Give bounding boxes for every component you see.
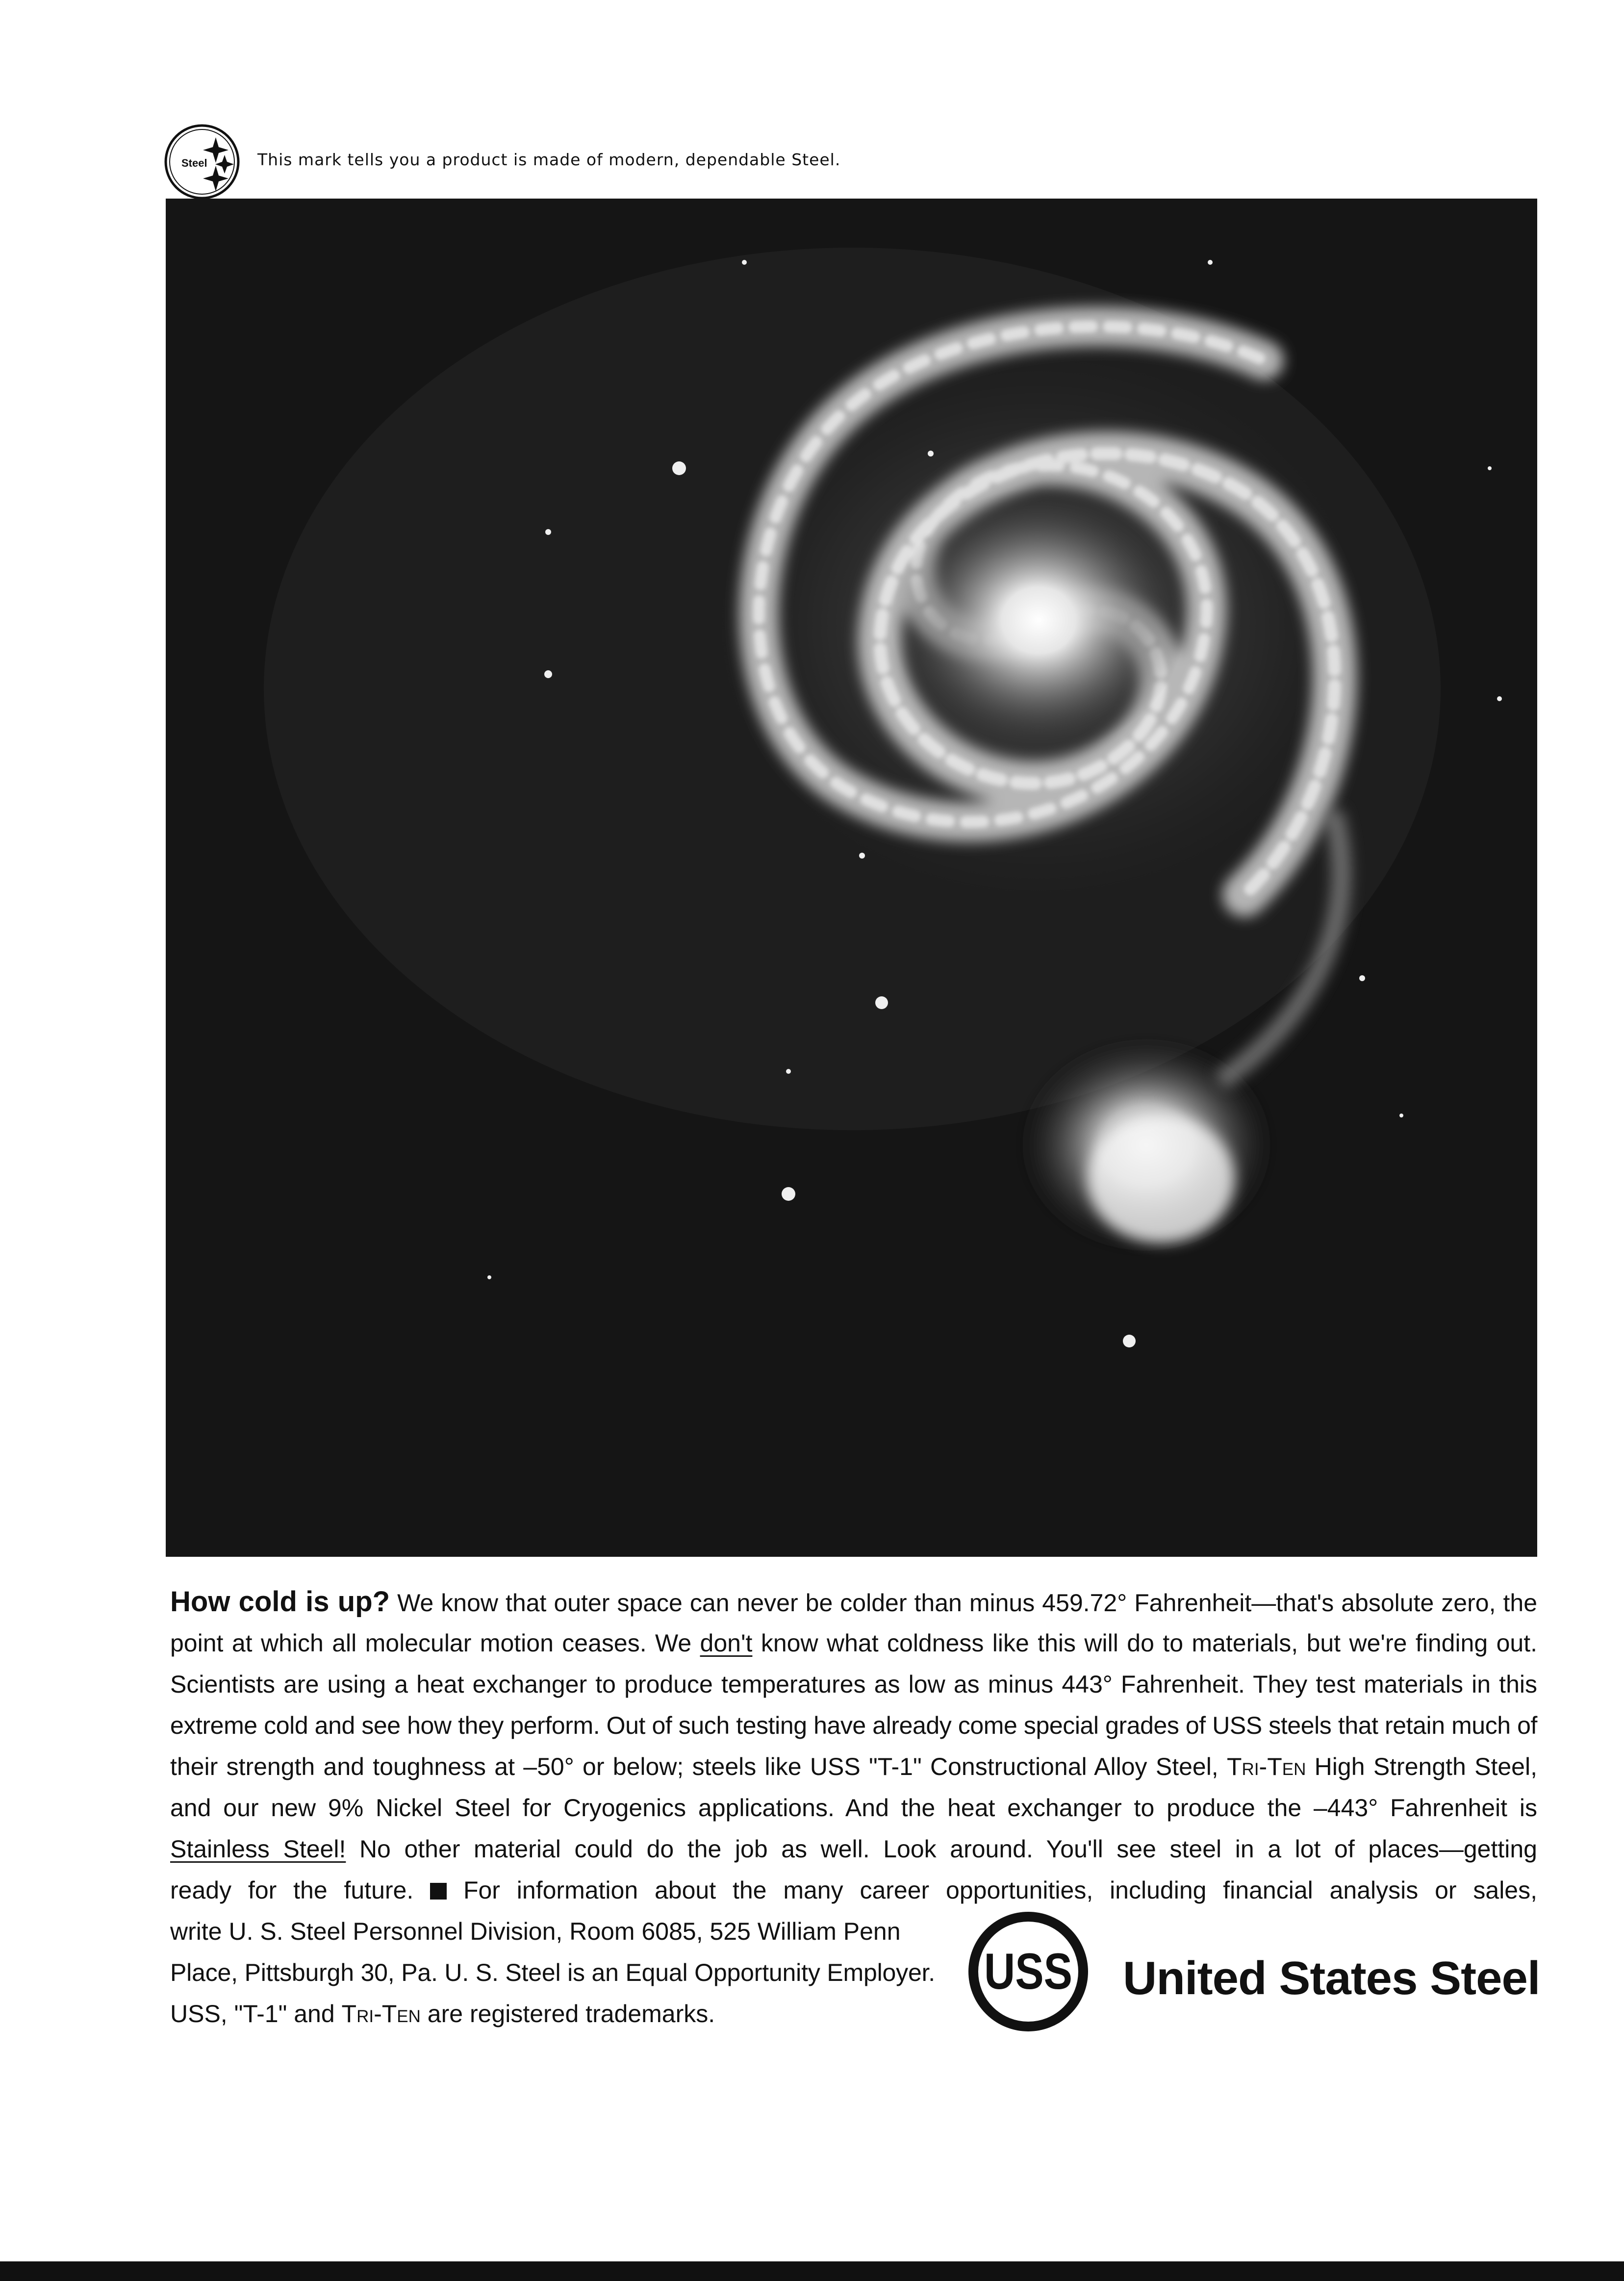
- steelmark-tagline: This mark tells you a product is made of modern, dependable Steel.: [257, 150, 841, 169]
- scan-edge: [0, 2261, 1624, 2281]
- body-copy: [170, 1581, 1537, 1911]
- tri-ten-trademark: Tri-Ten: [1227, 1753, 1306, 1780]
- footer-line-3: USS, "T-1" and Tri-Ten are registered trademarks.: [170, 2000, 715, 2028]
- galaxy-photo: [166, 199, 1537, 1557]
- steelmark-label: Steel: [181, 157, 207, 169]
- emphasis-dont: don't: [700, 1629, 753, 1657]
- uss-logo-icon: [967, 1910, 1090, 2033]
- emphasis-stainless-steel: Stainless Steel!: [170, 1835, 346, 1863]
- copy-line-6: and our new 9% Nickel Steel for Cryogenics applications. And the heat exchanger to produce the –443° Fahrenheit is: [170, 1794, 1537, 1822]
- square-bullet-icon: [430, 1883, 447, 1900]
- copy-line-7: Stainless Steel! No other material could do the job as well. Look around. You'll see steel in a lot of places—getting: [170, 1835, 1537, 1863]
- copy-line-1: How cold is up? We know that outer space can never be colder than minus 459.72° Fahrenheit—that's absolute zero, the: [170, 1586, 1537, 1618]
- brand-name: United States Steel: [1123, 1952, 1540, 2004]
- footer-copy: [170, 1911, 935, 2034]
- tri-ten-trademark-footer: Tri-Ten: [341, 2000, 421, 2028]
- uss-logo-text: USS: [984, 1943, 1072, 2000]
- spiral-galaxy-photo-icon: [166, 199, 1537, 1557]
- copy-line-5: their strength and toughness at –50° or below; steels like USS "T-1" Constructional Alloy Steel, Tri-Ten High Strength Steel,: [170, 1753, 1537, 1780]
- copy-line-8: ready for the future. For information about the many career opportunities, including financial analysis or sales,: [170, 1876, 1537, 1904]
- steelmark-logo-icon: [163, 123, 241, 201]
- copy-line-2: point at which all molecular motion ceases. We don't know what coldness like this will do to materials, but we're finding out.: [170, 1629, 1537, 1657]
- footer-line-2: Place, Pittsburgh 30, Pa. U. S. Steel is an Equal Opportunity Employer.: [170, 1959, 936, 1986]
- headline: How cold is up?: [170, 1586, 390, 1618]
- footer-line-1: write U. S. Steel Personnel Division, Room 6085, 525 William Penn: [170, 1918, 901, 1945]
- copy-line-4: extreme cold and see how they perform. Out of such testing have already come special grades of USS steels that retain much of: [170, 1712, 1537, 1739]
- copy-line-3: Scientists are using a heat exchanger to produce temperatures as low as minus 443° Fahrenheit. They test materials in this: [170, 1671, 1537, 1698]
